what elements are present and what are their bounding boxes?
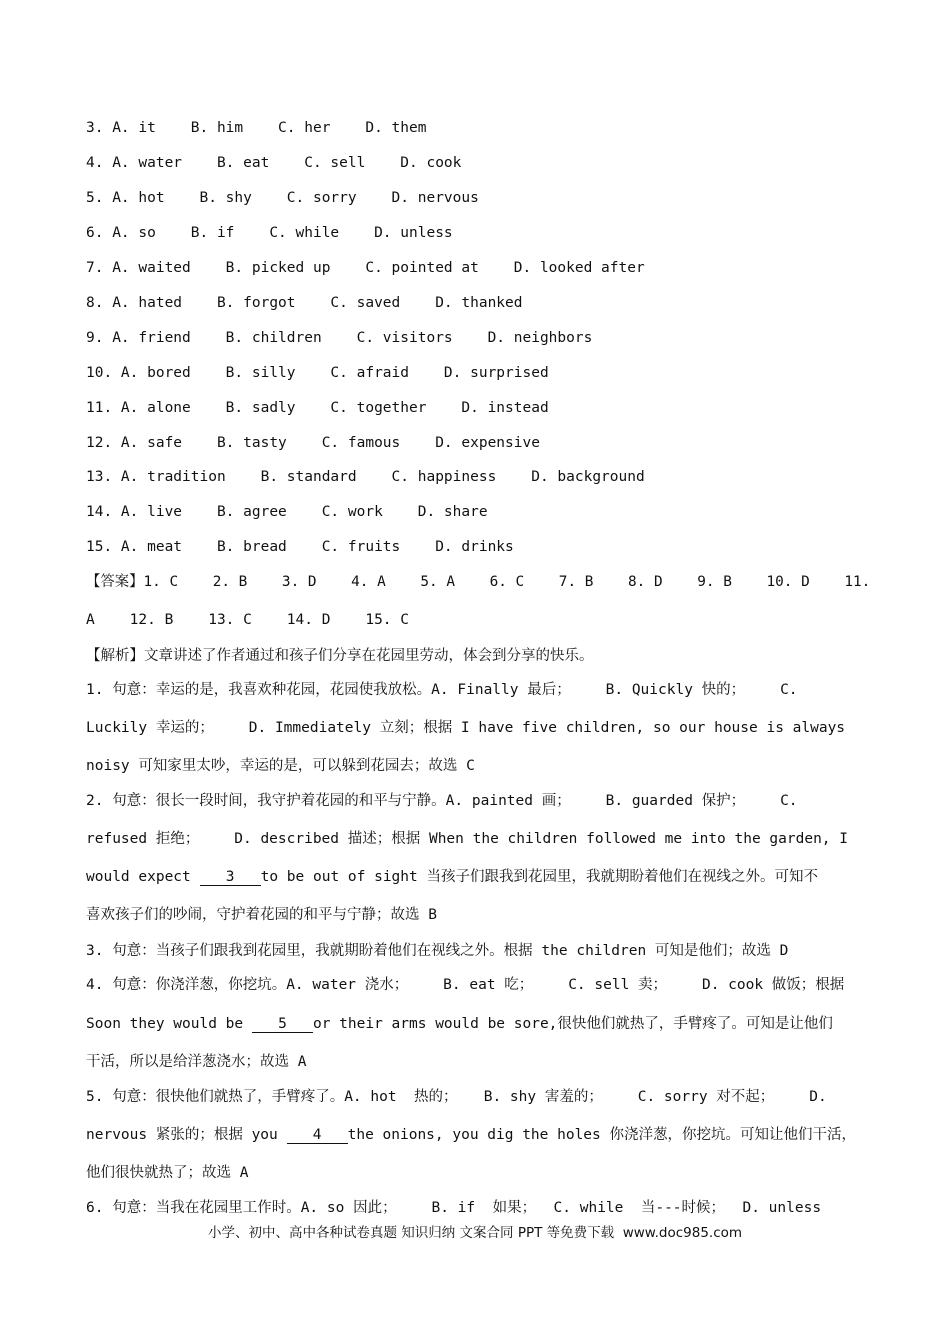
blank-3: 3 [199,869,261,885]
analysis-q2-line-1: 2. 句意：很长一段时间，我守护着花园的和平与宁静。A. painted 画； B. guarded 保护； C. [86,793,798,809]
answer-key-line-2: A 12. B 13. C 14. D 15. C [86,612,410,628]
text-segment: would expect [86,869,200,885]
analysis-q4-line-1: 4. 句意：你浇洋葱，你挖坑。A. water 浇水； B. eat 吃； C. sell 卖； D. cook 做饭；根据 [86,977,845,993]
option-line-14: 14. A. live B. agree C. work D. share [86,504,488,520]
analysis-q6-line-1: 6. 句意：当我在花园里工作时。A. so 因此； B. if 如果； C. while 当---时候； D. unless [86,1200,822,1216]
analysis-q1-line-2: Luckily 幸运的； D. Immediately 立刻；根据 I have five children, so our house is always [86,720,846,736]
option-line-5: 5. A. hot B. shy C. sorry D. nervous [86,190,479,206]
analysis-q2-line-2: refused 拒绝； D. described 描述；根据 When the children followed me into the garden, I [86,831,848,847]
blank-4: 4 [286,1127,348,1143]
analysis-q5-line-3: 他们很快就热了；故选 A [86,1165,249,1181]
text-segment: or their arms would be sore,很快他们就热了，手臂疼了。可知是让他们 [312,1016,833,1032]
analysis-q4-line-3: 干活，所以是给洋葱浇水；故选 A [86,1054,307,1070]
analysis-q5-line-2 [86,1125,856,1145]
option-line-15: 15. A. meat B. bread C. fruits D. drinks [86,539,514,555]
analysis-q3-line-1: 3. 句意：当孩子们跟我到花园里，我就期盼着他们在视线之外。根据 the children 可知是他们；故选 D [86,943,789,959]
analysis-q2-line-3 [86,867,818,887]
answer-key-line-1: 【答案】1. C 2. B 3. D 4. A 5. A 6. C 7. B 8. D 9. B 10. D 11. [86,574,871,590]
option-line-10: 10. A. bored B. silly C. afraid D. surprised [86,365,549,381]
text-segment: nervous 紧张的；根据 you [86,1127,287,1143]
analysis-q1-line-1: 1. 句意：幸运的是，我喜欢种花园，花园使我放松。A. Finally 最后； B. Quickly 快的； C. [86,682,798,698]
analysis-intro: 【解析】文章讲述了作者通过和孩子们分享在花园里劳动，体会到分享的快乐。 [86,648,594,664]
blank-5: 5 [251,1016,313,1032]
option-line-13: 13. A. tradition B. standard C. happiness D. background [86,469,645,485]
analysis-q2-line-4: 喜欢孩子们的吵闹，守护着花园的和平与宁静；故选 B [86,907,437,923]
option-line-3: 3. A. it B. him C. her D. them [86,120,427,136]
analysis-q1-line-3: noisy 可知家里太吵，幸运的是，可以躲到花园去；故选 C [86,758,475,774]
option-line-6: 6. A. so B. if C. while D. unless [86,225,453,241]
option-line-11: 11. A. alone B. sadly C. together D. instead [86,400,549,416]
text-segment: Soon they would be [86,1016,252,1032]
option-line-12: 12. A. safe B. tasty C. famous D. expensive [86,435,540,451]
option-line-9: 9. A. friend B. children C. visitors D. neighbors [86,330,593,346]
analysis-q5-line-1: 5. 句意：很快他们就热了，手臂疼了。A. hot 热的； B. shy 害羞的； C. sorry 对不起； D. [86,1089,827,1105]
text-segment: the onions, you dig the holes 你浇洋葱，你挖坑。可知让他们干活， [347,1127,856,1143]
analysis-q4-line-2 [86,1014,833,1034]
page-footer: 小学、初中、高中各种试卷真题 知识归纳 文案合同 PPT 等免费下载 www.doc985.com [207,1225,743,1241]
text-segment: to be out of sight 当孩子们跟我到花园里，我就期盼着他们在视线之外。可知不 [260,869,818,885]
option-line-7: 7. A. waited B. picked up C. pointed at D. looked after [86,260,645,276]
option-line-8: 8. A. hated B. forgot C. saved D. thanked [86,295,523,311]
option-line-4: 4. A. water B. eat C. sell D. cook [86,155,462,171]
